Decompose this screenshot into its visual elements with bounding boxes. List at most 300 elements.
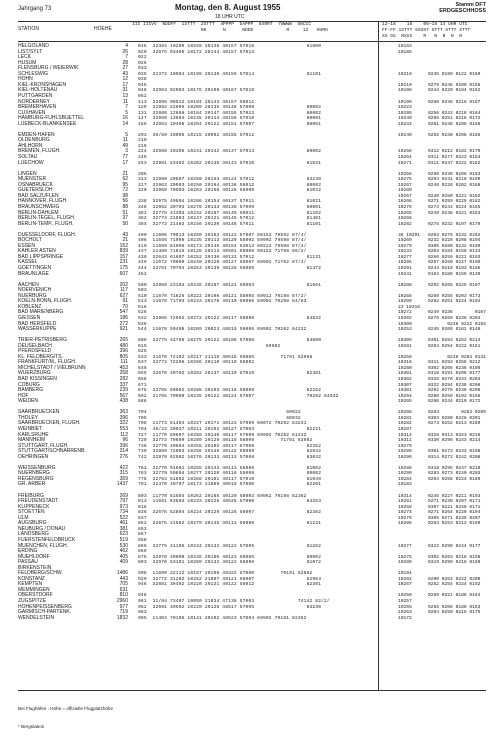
station-height: 272 <box>119 320 128 327</box>
observation-code: 946 32881 39402 10220 20131 40122 56012 82301 <box>138 582 322 588</box>
sunshine-code: 0232 0229 0208 0194 <box>428 238 481 244</box>
pressure-code: 36 10291 <box>398 232 421 238</box>
observation-code: 156 32953 10406 10204 20122 40151 57007 80001 <box>138 121 322 127</box>
station-height: 396 <box>119 414 128 421</box>
station-height: 13 <box>122 92 128 99</box>
observation-code: 791 32470 40707 10173 21069 40519 57000 82201 <box>138 482 322 488</box>
station-height: 405 <box>119 553 128 560</box>
station-name: FUERSTENFELDBRUCK <box>18 536 76 543</box>
observation-code: 046 32963 02003 10176 20108 40167 57010 <box>138 88 255 94</box>
sunshine-code: 0319 0191 0205 0177 <box>428 371 481 377</box>
station-height: 1437 <box>116 481 128 488</box>
observation-code: 516 <box>138 304 147 310</box>
sunshine-code: 0303 0280 0228 0201 <box>428 415 481 421</box>
observation-code: 317 32963 20903 10250 20164 40136 56012 80002 <box>138 182 322 188</box>
station-height: 719 <box>119 609 128 616</box>
observation-code: 400 11606 70913 10260 20163 40122 57007 60152 79592 87/4/ <box>138 232 307 238</box>
sunshine-code: 0245 0227 0211 0193 <box>428 493 481 499</box>
station-name: PUTTGARDEN <box>18 92 53 99</box>
station-name: HOHENPEISSENBERG <box>18 603 72 610</box>
observation-code: 430 32643 61607 10252 20136 40131 57012 81131 <box>138 254 322 260</box>
station-height: 77 <box>122 154 128 160</box>
station-height: 627 <box>119 292 128 299</box>
observation-code: 449 11672 70000 10240 20120 40127 55007 69902 71762 87/4/ <box>138 260 307 266</box>
station-height: 17 <box>122 159 128 166</box>
station-height: 705 <box>119 581 128 588</box>
pressure-code: 10316 <box>398 360 412 366</box>
sunshine-code: 0194 0186 0155 0139 <box>428 271 481 277</box>
station-name: BAD SALZUFLEN <box>18 192 59 199</box>
stamp-line-1: Stamm DFT <box>455 2 486 8</box>
pressure-code: 10272 <box>398 310 412 316</box>
pressure-code: 10210 <box>398 82 412 88</box>
observation-code: 038 <box>138 77 147 83</box>
sunshine-code: 0280 0259 0193 0166 <box>428 393 481 399</box>
station-name: MICHELSTADT / VIELBRUNN <box>18 364 86 371</box>
station-height: 28 <box>122 59 128 66</box>
station-height: 443 <box>119 575 128 582</box>
sunshine-code: 0246 0222 0193 <box>428 321 486 327</box>
station-name: TRIER-PETRISBERG <box>18 337 67 344</box>
pressure-code: 10268 <box>398 293 412 299</box>
observation-code: 131 32980 12608 10184 20147 40155 57013 80002 <box>138 110 322 116</box>
pressure-code: 10284 <box>398 476 412 482</box>
observation-code: 813 11661 63503 10233 20126 48526 57000 84263 <box>138 499 322 505</box>
observation-code: 708 11773 61404 10227 20171 40123 57009 60072 70292 83231 <box>138 421 307 427</box>
footnote-line-1: Bei Flughäfen : Höhe = offizielle Flugplatzhöhe <box>18 706 114 711</box>
sunshine-code: 0240 0250 0221 0192 <box>428 193 481 199</box>
station-height: 461 <box>119 520 128 527</box>
station-name: WEISSENBURG <box>18 464 56 471</box>
station-name: STUTTGART/SCHNARRENB. <box>18 448 86 455</box>
sunshine-code: 0326 0276 0241 0203 <box>428 377 481 382</box>
observation-code: 052 <box>138 93 147 99</box>
observation-code: 853 <box>138 526 147 532</box>
observation-code: 384 32772 21403 10246 20130 40146 57011 81101 <box>138 221 322 227</box>
station-name: MUENSTER <box>18 176 47 183</box>
station-name: LUEBECK-BLANKENSEE <box>18 120 77 127</box>
observation-code: 503 <box>138 288 147 294</box>
station-name: ESSEN <box>18 242 35 249</box>
pressure-code: 10263 <box>398 610 412 616</box>
pressure-code: 10279 <box>398 443 412 449</box>
pressure-code: 10281 <box>398 415 412 421</box>
pressure-code: 10277 <box>398 254 412 260</box>
observation-code: 658 <box>138 377 147 382</box>
station-name: DUESSELDORF, FLUGH. <box>18 231 77 238</box>
station-name: FREUDENSTADT <box>18 498 59 505</box>
pressure-code: 10223 <box>398 105 412 111</box>
observation-code: 437 11480 71615 10126 20113 40501 56006 60152 71798 86/2/ <box>138 249 307 255</box>
observation-code: 836 32676 52804 10224 20129 40126 56007 82382 <box>138 510 322 516</box>
pressure-code: 10241 <box>398 271 412 277</box>
sunshine-code: 0311 0293 0256 0212 <box>428 360 481 366</box>
station-height: 797 <box>119 498 128 505</box>
observation-code: 320 32960 70903 10263 20156 40128 55009 81032 <box>138 188 322 194</box>
sunshine-code: 0301 0273 0233 0198 <box>428 449 481 455</box>
station-name: KL. FELDBERG/TS. <box>18 353 64 360</box>
sunshine-code: 0245 0199 0122 0160 <box>428 71 481 77</box>
sunshine-code: 0294 0250 0215 0175 <box>428 610 481 616</box>
observation-code: 738 32770 40604 10255 20102 40117 57008 82352 <box>138 443 322 449</box>
station-name: AHLHORN <box>18 142 43 149</box>
sunshine-code: 0285 0251 0218 0172 <box>428 116 481 122</box>
footnote-line-2: * Bergstation <box>18 724 45 729</box>
pressure-code: 10253 <box>398 327 412 333</box>
observation-code: 705 60032 <box>138 415 301 421</box>
station-height: 839 <box>119 248 128 255</box>
station-name: BRAUNLAGE <box>18 270 49 277</box>
station-name: BAD HERSFELD <box>18 320 57 327</box>
station-name: WENDELSTEIN <box>18 614 55 621</box>
column-right-1: 12—18 18 06—18 14 UHR UTC <box>382 22 468 27</box>
station-height: 17 <box>122 81 128 88</box>
pressure-code: 10186 <box>398 49 412 55</box>
sunshine-code: 0257 0260 0227 0190 <box>428 260 481 266</box>
observation-code: 837 <box>138 515 147 521</box>
observation-code: 381 32775 41303 10232 20167 40149 56011 81102 <box>138 210 322 216</box>
pressure-code: 10314 <box>398 493 412 499</box>
station-height: 734 <box>119 509 128 516</box>
station-height: 175 <box>119 265 128 271</box>
pressure-code: 10311 <box>398 438 412 444</box>
station-name: HOHN <box>18 76 33 83</box>
sunshine-code: 0312 0212 0182 0170 <box>428 149 481 155</box>
observation-code: 224 32980 10306 10241 20142 40137 57014 80002 <box>138 149 322 155</box>
station-name: BERLIN-TEGEL, FLUGH. <box>18 215 76 222</box>
station-height: 202 <box>119 281 128 288</box>
observation-code: 382 32773 21503 10247 20121 40145 57012 81401 <box>138 216 322 222</box>
station-height: 977 <box>119 603 128 610</box>
sunshine-code: 0260 0221 0188 0164 <box>428 593 481 599</box>
sunshine-code: 0302 0263 0218 0198 <box>428 554 481 560</box>
station-name: BAD LIPPSPRINGE <box>18 253 64 260</box>
observation-code: 444 32761 70704 10253 20139 40128 56009 81472 <box>138 266 322 271</box>
observation-code: 893 32970 53101 10280 20133 40122 56006 81072 <box>138 560 322 566</box>
station-name: ERDING <box>18 548 38 555</box>
sunshine-code: 0311 0277 0223 0184 <box>428 155 481 160</box>
station-name: STUTTGART, FLUGH. <box>18 442 69 449</box>
station-name: BIRKENSTEIN <box>18 564 52 571</box>
station-name: OSNABRUECK <box>18 181 54 188</box>
sunshine-code: 0244 0218 0193 0185 <box>428 266 481 271</box>
sunshine-code: 0250 0230 0208 0193 <box>428 171 481 177</box>
station-name: NUERNBERG <box>18 470 50 477</box>
column-height: HOEHE <box>94 26 112 32</box>
pressure-code: 10199 <box>398 99 412 105</box>
pressure-code: 10265 <box>398 399 412 405</box>
observation-code: 637 32772 72206 10286 20110 40119 55002 <box>138 360 255 366</box>
station-height: 7 <box>125 104 128 111</box>
observation-code: 763 32770 50804 10277 20120 40116 55008 80002 <box>138 471 322 477</box>
observation-code: 615 69902 <box>138 343 281 349</box>
station-name: CUXHAVEN <box>18 109 46 116</box>
sunshine-code: 0282 0261 0224 0194 <box>428 299 481 305</box>
station-height: 631 <box>119 586 128 593</box>
sunshine-code: 0314 0272 0242 0208 <box>428 454 481 460</box>
pressure-code: 10309 <box>398 338 412 344</box>
station-name: THOLEY <box>18 414 39 421</box>
station-name: LIST/SYLT <box>18 48 43 55</box>
column-right-2: FF-FF 1STTT 5SSST STTT STTT STTT <box>382 28 471 33</box>
station-height: 11 <box>122 137 128 144</box>
pressure-code: 10301 <box>398 388 412 394</box>
station-height: 112 <box>120 431 128 438</box>
station-name: SCHLESWIG <box>18 70 49 77</box>
station-height: 623 <box>119 531 128 538</box>
pressure-code: 10257 <box>398 599 412 604</box>
sunshine-code: 0271 0264 0220 0194 <box>428 510 481 516</box>
sunshine-code: 0282 0254 0224 0192 <box>428 582 481 588</box>
station-height: 268 <box>119 370 128 377</box>
column-right-3: XX GG NXXX R N N N N <box>382 34 462 39</box>
station-name: HUSUM <box>18 59 37 66</box>
pressure-code: 10219 <box>398 71 412 77</box>
pressure-code: 10274 <box>398 510 412 516</box>
station-name: BERLIN-DAHLEM <box>18 209 59 216</box>
station-name: SOLTAU <box>18 154 38 160</box>
station-height: 553 <box>119 425 128 432</box>
sunshine-code: 0255 0208 0186 0153 <box>428 604 481 610</box>
station-name: SAARBRUECKEN <box>18 409 60 416</box>
observation-code: 857 <box>138 532 147 538</box>
pressure-code: 10300 <box>398 321 412 327</box>
station-height: 3 <box>125 148 128 155</box>
sunshine-code: 0279 0246 0209 0166 <box>428 82 481 88</box>
observation-code: 015 32484 10209 10349 20136 40157 57016 81600 <box>138 44 322 49</box>
sunshine-code: 0283 0273 0240 0203 <box>428 471 481 477</box>
station-height: 4 <box>125 43 128 49</box>
station-name: LECK <box>18 54 32 61</box>
observation-code: 147 32950 13604 10235 20114 40156 57010 80001 <box>138 116 322 122</box>
pressure-code: 10267 <box>398 582 412 588</box>
station-height: 157 <box>119 253 128 260</box>
station-name: REGENSBURG <box>18 475 54 482</box>
sunshine-code: 0311 0247 0222 0182 <box>428 160 481 166</box>
station-height: 522 <box>119 514 128 521</box>
station-height: 921 <box>119 326 128 333</box>
pressure-code: 10267 <box>398 182 412 188</box>
observation-code: 452 <box>138 271 147 277</box>
observation-code: 219 <box>138 143 147 149</box>
observation-code: 961 31/04 73407 10050 21034 47138 57003 74142 82/2/ <box>138 599 330 604</box>
observation-code: 803 11770 51504 10262 20165 40120 58003 69962 70198 82382 <box>138 493 307 499</box>
station-height: 315 <box>119 470 128 477</box>
station-name: OLDENBURG <box>18 137 50 144</box>
station-height: 239 <box>119 387 128 394</box>
station-height: 276 <box>119 453 128 460</box>
sunshine-code: 0293 0241 0216 0199 <box>428 177 481 183</box>
pressure-code: 10266 <box>398 199 412 205</box>
station-height: 363 <box>119 409 128 416</box>
observation-code: 866 32775 41105 10234 20133 40122 57005 81262 <box>138 543 322 549</box>
observation-code: 761 32770 91601 10255 20143 40113 55006 81002 <box>138 465 322 471</box>
station-name: WASSERKUPPE <box>18 326 57 333</box>
sunshine-code: 0260 0244 0210 0172 <box>428 399 481 405</box>
station-height: 2960 <box>116 598 128 604</box>
station-height: 91 <box>122 298 128 305</box>
observation-code: 033 <box>138 66 147 72</box>
station-height: 381 <box>119 525 128 532</box>
station-name: BAD KISSINGEN <box>18 376 57 382</box>
station-name: WEIDEN <box>18 398 38 405</box>
sunshine-code: 0283 0263 0209 <box>428 410 486 416</box>
observation-code: 544 11670 50406 10209 20023 48519 56006 69902 70262 84232 <box>138 327 307 333</box>
observation-code: 313 32960 20807 10250 20153 40124 57012 83230 <box>138 177 322 183</box>
sunshine-code: 0244 0220 0184 0162 <box>428 88 481 94</box>
station-height: 27 <box>122 65 128 72</box>
pressure-code: 10288 <box>398 282 412 288</box>
observation-code: 625 <box>138 349 147 355</box>
sunshine-code: 0256 0243 0218 0184 <box>428 110 481 116</box>
pressure-code: 10286 <box>398 521 412 527</box>
station-height: 231 <box>119 259 128 266</box>
pressure-code: 10271 <box>398 160 412 166</box>
station-name: KAHLER ASTEN <box>18 248 56 255</box>
station-height: 396 <box>119 348 128 355</box>
observation-code: 675 32765 60902 10288 20103 40118 56009 82262 <box>138 388 322 394</box>
observation-code: 348 32962 30703 10276 20133 40136 57009 80001 <box>138 204 322 210</box>
station-height: 973 <box>119 503 128 510</box>
pressure-code: 10194 <box>398 571 412 577</box>
pressure-code: 10314 <box>398 432 412 438</box>
pressure-code: 10302 <box>398 377 412 382</box>
station-height: 14 <box>122 120 128 127</box>
sunshine-code: 0319 0299 0218 0189 <box>428 560 481 566</box>
observation-code: 995 11404 70105 10141 20102 48523 57004 69902 70181 82362 <box>138 615 307 621</box>
pressure-code: 10292 <box>398 576 412 582</box>
station-name: PASSAU <box>18 559 38 566</box>
station-height: 50 <box>122 220 128 227</box>
pressure-code: 10258 <box>398 354 412 360</box>
station-name: ZUGSPITZE <box>18 598 47 604</box>
observation-code: 129 32982 22005 10209 20135 40148 57009 80002 <box>138 105 322 111</box>
pressure-code: 10275 <box>398 177 412 183</box>
pressure-code: 10258 <box>398 504 412 510</box>
station-name: WEINBIET <box>18 425 43 432</box>
pressure-code: 10288 <box>398 465 412 471</box>
column-divider <box>378 21 379 690</box>
year-label: Jahrgang 73 <box>18 6 52 12</box>
pressure-code: 10282 <box>398 421 412 427</box>
station-height: 16 <box>122 115 128 122</box>
observation-code: 929 32772 31202 10252 21007 40121 56007 82963 <box>138 576 322 582</box>
sunshine-code: 0249 0236 0167 <box>428 310 486 316</box>
station-name: HELGOLAND <box>18 43 49 49</box>
station-name: EMDEN-HAFEN <box>18 131 55 138</box>
station-name: ULM <box>18 514 29 521</box>
observation-code: 869 <box>138 549 147 555</box>
sunshine-code: 0266 0259 0221 0193 <box>428 254 481 260</box>
observation-code: 727 11770 60607 10288 20140 40117 57009 69902 70262 81232 <box>138 432 307 438</box>
station-name: WUERZBURG <box>18 370 51 377</box>
station-name: FREIBURG <box>18 492 44 499</box>
pressure-code: 10264 <box>398 155 412 160</box>
pressure-code: 10279 <box>398 243 412 249</box>
observation-code: 962 32691 40502 10220 20126 48517 57005 83230 <box>138 604 322 610</box>
observation-code: 338 32975 40804 10266 20154 40137 57011 81021 <box>138 199 322 205</box>
sunshine-code: 0330 0296 0243 0214 <box>428 438 481 444</box>
station-name: COBURG <box>18 381 40 388</box>
pressure-code: 10287 <box>398 426 412 432</box>
station-name: LINGEN <box>18 170 37 177</box>
station-height: 88 <box>122 203 128 210</box>
sunshine-code: 0283 0253 0213 0199 <box>428 521 481 527</box>
station-height: 805 <box>119 353 128 360</box>
station-height: 111 <box>120 359 128 366</box>
pressure-code: 10290 <box>398 471 412 477</box>
station-height: 49 <box>122 142 128 149</box>
sunshine-code: 0203 0184 0158 0134 <box>428 249 481 255</box>
station-height: 409 <box>119 559 128 566</box>
pressure-code: 10269 <box>398 238 412 244</box>
station-name: AACHEN <box>18 281 39 288</box>
sunshine-code: 0271 0239 0207 0171 <box>428 499 481 505</box>
station-name: NEUBURG / DONAU <box>18 525 66 532</box>
station-name: GOETTINGEN <box>18 265 52 271</box>
station-name: FELDBERG/SCHW. <box>18 570 63 577</box>
station-name: FLENSBURG / WEIERWIK <box>18 65 79 72</box>
station-height: 5 <box>125 109 128 116</box>
sunshine-code: 0301 0283 0252 0214 <box>428 338 481 344</box>
station-name: MANNHEIM <box>18 437 46 444</box>
station-name: LANDSBERG <box>18 531 49 538</box>
station-height: 567 <box>119 392 128 399</box>
pressure-code: 10279 <box>398 515 412 521</box>
station-height: 337 <box>119 381 128 388</box>
observation-code: 858 <box>138 537 147 543</box>
sunshine-code: 0292 0240 0208 0185 <box>428 132 481 138</box>
station-height: 1486 <box>116 570 128 577</box>
observation-code: 776 32763 51802 10268 20101 40117 57010 81049 <box>138 476 322 482</box>
observation-code: 305 <box>138 171 147 177</box>
sunshine-code: 0305 0271 0235 0207 <box>428 515 481 521</box>
station-height: 269 <box>119 492 128 499</box>
pressure-code: 10267 <box>398 193 412 199</box>
pressure-code: 10183 <box>398 44 412 49</box>
station-height: 607 <box>119 270 128 277</box>
observation-code: 035 32372 10004 10199 20136 40159 57014 81101 <box>138 71 322 77</box>
station-name: GUETERSLOH <box>18 187 53 194</box>
station-name: MUEHLDORF <box>18 553 50 560</box>
station-name: KOELN-BONN, FLUGH. <box>18 298 73 305</box>
station-height: 480 <box>119 342 128 349</box>
observation-code: 253 32981 23402 10262 20135 40143 57010 81031 <box>138 160 322 166</box>
station-height: 21 <box>122 237 128 244</box>
station-name: BREMERHAVEN <box>18 104 57 111</box>
pressure-code: 10301 <box>398 371 412 377</box>
pressure-code: 10282 <box>398 221 412 227</box>
sunshine-code: 0307 0221 0246 0171 <box>428 504 481 510</box>
station-name: KIEL-HOLTENAU <box>18 87 58 94</box>
station-height: 31 <box>122 87 128 94</box>
sunshine-code: 0293 0275 0232 0202 <box>428 232 481 238</box>
station-name: BOCHOLT <box>18 237 42 244</box>
pressure-code: 10195 <box>398 110 412 116</box>
observation-code: 022 <box>138 55 147 61</box>
sunshine-code: 0245 0209 0161 0140 <box>428 327 481 333</box>
station-height: 43 <box>122 70 128 77</box>
sunshine-code: 0260 0236 0218 0197 <box>428 99 481 105</box>
station-name: NOERVENICH <box>18 287 52 294</box>
station-height: 56 <box>122 198 128 205</box>
report-time: 18 UHR UTC <box>215 14 245 20</box>
station-height: 282 <box>119 376 128 382</box>
station-height: 462 <box>119 548 128 555</box>
observation-code: 526 <box>138 310 147 316</box>
sunshine-code: 0249 0238 0221 0183 <box>428 210 481 216</box>
station-name: HOF <box>18 392 29 399</box>
